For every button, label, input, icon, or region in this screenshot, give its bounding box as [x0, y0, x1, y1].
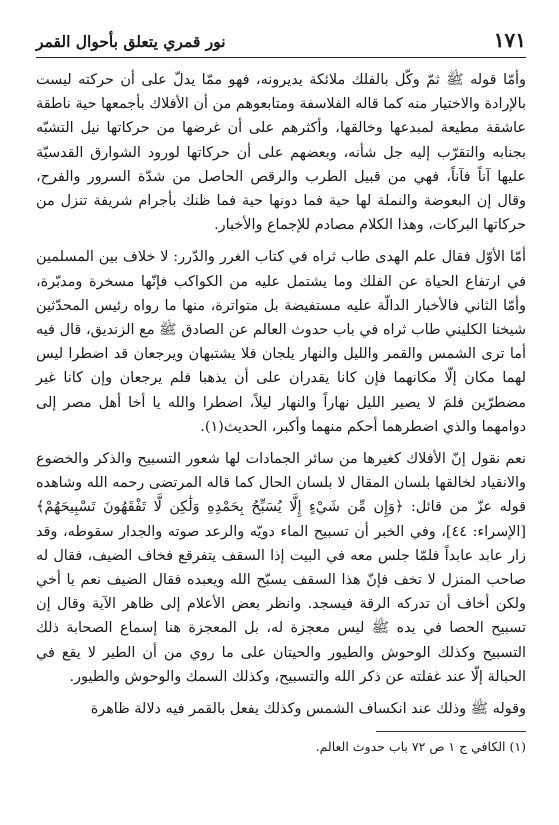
paragraph-4: وقوله ﷺ وذلك عند انكساف الشمس وكذلك يفعل بالقمر فيه دلالة ظاهرة: [90, 701, 526, 718]
chapter-title: نور قمري يتعلق بأحوال القمر: [36, 32, 226, 51]
footnote-divider: [376, 731, 526, 732]
book-page: [36, 28, 526, 756]
paragraph-3: نعم نقول إنّ الأفلاك كغيرها من سائر الجمادات لها شعور التسبيح والذكر والخضوع والانقياد لخالقها بلسان المقال لا بلسان الحال كما قاله المرتضى رحمه الله وشاهده قوله عزّ من قائل: ﴿وَإِن مِّن شَيْءٍ إِلَّا يُسَبِّحُ بِحَمْدِهِ وَلَٰكِن لَّا تَفْقَهُونَ تَسْبِيحَهُمْ﴾ [الإسراء: ٤٤]، وفي الخبر أن تسبيح الماء دويّه والرعد صوته والجدار سقوطه، وقد زار عابد عابداً فلمّا جلس معه في البيت إذا السقف يتفرقع فخاف الضيف، فقال له صاحب المنزل لا تخف فإنّ هذا السقف يسبّح الله ويعبده فقال الضيف نعم يا أخي ولكن أخاف أن تدركه الرقة فيسجد. وانظر بعض الأعلام إلى ظاهر الآية وقال إن تسبيح الحصا في يده ﷺ ليس معجزة له، بل المعجزة هنا إسماع الصحابة ذلك التسبيح وكذلك الوحوش والطيور والحيتان على ما روي من أن الطير لا يقع في الحبالة إلّا عند غفلته عن ذكر الله والتسبيح، وكذلك السمك والوحوش والطيور.: [36, 451, 527, 685]
running-header: [36, 28, 526, 58]
page-number: ١٧١: [493, 28, 526, 52]
paragraph-1: وأمّا قوله ﷺ ثمّ وكّل بالفلك ملائكة يديرونه، فهو ممّا يدلّ على أن حركته ليست بالإرادة والاختيار منه كما قاله الفلاسفة ومتابعوهم من أن الأفلاك بأجمعها حية ناطقة عاشقة مطيعة لمبدعها وخالقها، وأكثرهم على أن غرضها من حركاتها نيل التشبّه بجنابه والتقرّب إليه جل شأنه، وبعضهم على أن حركاتها لورود الشوارق القدسيّة عليها آناً فآناً، فهي من قبيل الطرب والرقص الحاصل من شدّة السرور والفرح، وقال إن البعوضة والنملة لها حية فما دونها حية فما ظنك بأجرام شريفة تنزل من حركاتها البركات، وهذا الكلام مصادم للإجماع والأخبار.: [36, 72, 526, 234]
footnote: (١) الكافي ج ١ ص ٧٢ باب حدوث العالم.: [315, 739, 526, 755]
paragraph-2: أمّا الأوّل فقال علم الهدى طاب ثراه في كتاب الغرر والدّرر: لا خلاف بين المسلمين في ارتفاع الحياة عن الفلك وما يشتمل عليه من الكواكب فإنّها مسخرة ومدبّرة، وأمّا الثاني فالأخبار الدالّة عليه مستفيضة بل متواترة، منها ما رواه رئيس المحدّثين شيخنا الكليني طاب ثراه في باب حدوث العالم عن الصادق ﷺ مع الزنديق، قال فيه أما ترى الشمس والقمر والليل والنهار يلجان فلا يشتبهان ويرجعان قد اضطرا ليس لهما مكان إلّا مكانهما فإن كانا يقدران على أن يذهبا فلم يرجعان وإن كانا غير مضطرّين فلمَ لا يصير الليل نهاراً والنهار ليلاً، اضطرا والله يا أخا أهل مصر إلى دوامهما والذي اضطرهما أحكم منهما وأكبر، الحديث(١).: [36, 249, 526, 435]
page-body: [36, 68, 526, 721]
